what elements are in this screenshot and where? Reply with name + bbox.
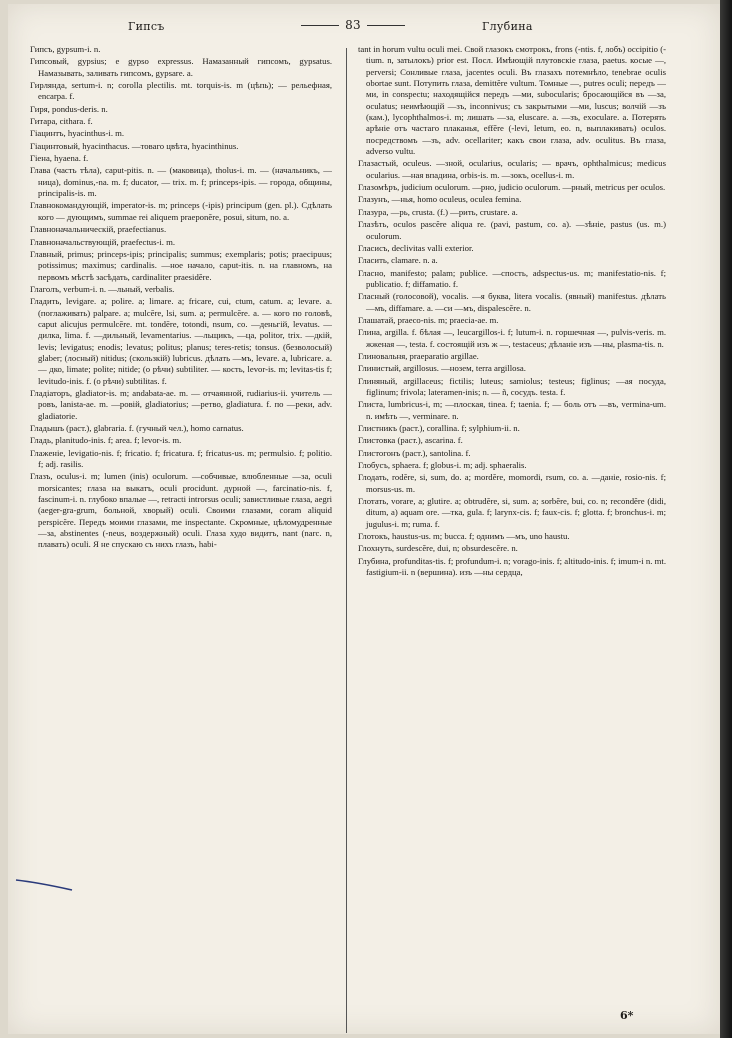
dictionary-entry: Глотокъ, haustus-us. m; bucca. f; однимъ —мъ, uno haustu. bbox=[358, 531, 570, 542]
dictionary-entry: Гипсъ, gypsum-i. n. bbox=[30, 44, 101, 54]
dictionary-entry: Глистогонъ (раст.), santolina. f. bbox=[358, 447, 471, 458]
dictionary-entry: Гласный (голосовой), vocalis. —я буква, litera vocalis. (явный) manifestus. дѣлать —мъ, diffamare. a. —си —мъ, dispalescĕre. n. bbox=[358, 291, 666, 313]
dictionary-entry: Глубина, profunditas-tis. f; profundum-i. n; vorago-inis. f; altitudo-inis. f; imum-i n. mt. fastigium-ii. n (вершина). изъ —ны сердца, bbox=[358, 555, 666, 578]
dictionary-entry: Глиста, lumbricus-i, m; —плоская, tinea. f; taenia. f; — боль отъ —въ, vermina-um. n. имѣть —, verminare. n. bbox=[358, 399, 666, 421]
dictionary-entry: Гладь, planitudo-inis. f; area. f; levor-is. m. bbox=[30, 435, 182, 446]
dictionary-entry: Глазѣть, oculos pascĕre aliqua re. (pavi, pastum, co. a). —зѣніе, pastus (us. m.) oculorum. bbox=[358, 219, 666, 241]
dictionary-entry: Глиняный, argillaceus; fictilis; luteus; samiolus; testeus; figlinus; —ая посуда, figlinum; frivola; lateramen-inis; n. — ñ, сосудъ. testa. f. bbox=[358, 375, 666, 397]
dictionary-entry: Глашатай, praeco-nis. m; praecia-ae. m. bbox=[358, 314, 499, 325]
dictionary-entry: Глазунъ, —нья, homo oculeus, oculea femina. bbox=[358, 194, 522, 205]
dictionary-entry: tant in horum vultu oculi mei. Свой глазокъ смотрокъ, frons (-ntis. f, лобъ) occipitio (-tium. n, затылокъ) prior est. Посл. Имѣющій плутовскіе глаза, paetus. косые —, perversi; Сонливые глаза, jacentes oculi. Въ глазахъ потемнѣло, tenebrae oculis obortae sunt. Потупить глаза, demittĕre vultum. Томные —, putres oculi; передъ —ми, in conspectu; находящійся передъ —ми, subocularis; бросающійся въ —за, oculatus; неимѣющій —зъ, inconnivus; съ закрытыми —ми, luscus; волчій —зъ (кам.), lycophthalmos-i. m; лишать —за, eluscare. a. —зъ, exoculare. a. Потерять арѣніе отъ частаго плаканья, effĕre (-levi, letum, eo. n, выплакивать) oculos. посредствомъ —зъ, adv. ocellariter; какъ свои глаза, adv. oculitus. Въ глаза, adverso vultu. bbox=[358, 44, 666, 157]
left-column bbox=[30, 44, 332, 1029]
dictionary-entry: Гладить, levigare. a; polire. a; limare. a; fricare, cui, ctum, catum. a; levare. a. (поглаживать) palpare. a; mulcēre, lsi, sum. a; permulcēre. a. — кого по головѣ, caput alicujus permulcēre. mt. tondēre, totondi, nsum, co. —деньгій, levatus. —дилка, lima. f. —дильный, levamentarius. —льщикъ, —ца, politor, trix. —дкій, levis; levigatus; enodis; levatus; politus; planus; teres-retis; tonsus. (безволосый) glaber; (лосный) nitidus; (скользкій) lubricus. дѣлать —мъ, levare. a, lubricare. a. — дко, limate; polite; nitide; (о рѣчи) subtiliter. — кость, levor-is. m; levitas-tis f; levitudo-inis. f. (о рѣчи) subtilitas. f. bbox=[30, 296, 332, 386]
header-left-word: Гипсъ bbox=[128, 20, 165, 33]
dictionary-entry: Глазъ, oculus-i. m; lumen (inis) oculorum. —собчивые, влюбленные —за, oculi morsicantes; глаза на выкатъ, oculi procidunt. дурной —, farcinatio-nis. f, fascinum-i. n. глубоко впалые —, retracti introrsus oculi; завистливые глаза, aegri (aeger-gra-grum, больной, хворый) oculi. Своими глазами, coram aliquid perspicĕre. Передъ моими глазами, me inspectante. Скромные, цѣломудренные —за, abstinentes (-neus, воздержный) oculi. Глаза худо видитъ, nant (narc. n, плавать) oculi. Я не спускаю съ нихъ глазъ, habi- bbox=[30, 471, 332, 550]
dictionary-entry: Главнокомандующій, imperator-is. m; princeps (-ipis) principum (gen. pl.). Сдѣлать кого — дующимъ, summae rei aliquem praeponĕre, posui, situm, no. a. bbox=[30, 200, 332, 222]
dictionary-entry: Гласно, manifesto; palam; publice. —спость, adspectus-us. m; manifestatio-nis. f; publicatio. f; diffamatio. f. bbox=[358, 267, 666, 289]
dictionary-entry: Гитара, cithara. f. bbox=[30, 116, 93, 127]
dictionary-entry: Гіацинтъ, hyacinthus-i. m. bbox=[30, 128, 125, 139]
right-column bbox=[358, 44, 666, 1029]
dictionary-entry: Гирлянда, sertum-i. n; corolla plectilis. mt. torquis-is. m (цѣпь); — рельефная, encarpa. f. bbox=[30, 80, 332, 102]
dictionary-entry: Главноначальствующій, praefectus-i. m. bbox=[30, 236, 176, 247]
header-rule-left bbox=[301, 25, 339, 26]
scan-edge bbox=[720, 0, 732, 1038]
dictionary-entry: Главный, primus; princeps-ipis; principalis; summus; exemplaris; potis; praecipuus; potissimus; maximus; cardinalis. —ное начало, caput-itis. n. на главномъ, на первомъ мѣстѣ засѣдать, cardinaliter praesidĕre. bbox=[30, 248, 332, 282]
dictionary-entry: Глотать, vorare, a; glutire. a; obtrudĕre, si, sum. a; sorbĕre, bui, co. n; recondĕre (didi, ditum, a) aquam ore. —тка, gula. f; larynx-cis. f; faux-cis. f; glotta. f; bronchus-i. m; jugulus-i. m; ruma. f. bbox=[358, 496, 666, 529]
header-right-word: Глубина bbox=[482, 20, 533, 33]
page-number-text: 83 bbox=[345, 18, 361, 32]
dictionary-entry: Гіена, hyaena. f. bbox=[30, 153, 89, 164]
page-header bbox=[8, 18, 720, 38]
dictionary-entry: Глистникъ (раст.), corallina. f; sylphium-ii. n. bbox=[358, 423, 520, 433]
dictionary-entry: Глаголъ, verbum-i. n. —льный, verbalis. bbox=[30, 283, 175, 294]
dictionary-entry: Глазастый, oculeus. —зной, ocularius, ocularis; — врачъ, ophthalmicus; medicus ocularius. —ная впадина, orbis-is. m. —зокъ, ocellus-i. m. bbox=[358, 158, 666, 180]
dictionary-entry: Глодать, rodĕre, si, sum, do. a; mordĕre, momordi, rsum, co. a. —даніе, rosio-nis. f; morsus-us. m. bbox=[358, 472, 666, 494]
dictionary-entry: Гиря, pondus-deris. n. bbox=[30, 103, 108, 114]
dictionary-entry: Глаженіе, levigatio-nis. f; fricatio. f; fricatura. f; fricatus-us. m; permulsio. f; politio. f; adj. rasilis. bbox=[30, 447, 332, 470]
header-rule-right bbox=[367, 25, 405, 26]
dictionary-entry: Глистовка (раст.), ascarina. f. bbox=[358, 435, 463, 446]
dictionary-entry: Главноначальническій, praefectianus. bbox=[30, 224, 167, 235]
dictionary-entry: Гладіаторъ, gladiator-is. m; andabata-ae. m. — отчаянной, rudiarius-ii. учитель —ровъ, lanista-ae. m. —ровій, gladiatorius; —ретво, gladiatura. f. по —реки, adv. gladiatorie. bbox=[30, 387, 332, 421]
dictionary-entry: Глава (часть тѣла), caput-pitis. n. — (маковица), tholus-i. m. — (начальникъ, —ница), dominus,-na. m. f; ducator, — trix. m. f; princeps-ipis. — города, общины, principalis-is. m. bbox=[30, 165, 332, 199]
printer-signature: 6* bbox=[620, 1009, 634, 1022]
dictionary-entry: Глазомѣръ, judicium oculorum. —рно, judicio oculorum. —рный, metricus per oculos. bbox=[358, 182, 666, 193]
pen-mark bbox=[14, 872, 74, 894]
dictionary-entry: Глинистый, argillosus. —нозем, terra argillosa. bbox=[358, 363, 526, 374]
dictionary-entry: Глина, argilla. f. бѣлая —, leucargillos-i. f; lutum-i. n. горшечная —, pulvis-veris. m. жженая —, testa. f. состоящій изъ ж —, testaceus; дѣланіе изъ —ны, plasma-tis. n. bbox=[358, 327, 666, 349]
dictionary-entry: Гласисъ, declivitas valli exterior. bbox=[358, 242, 474, 253]
dictionary-entry: Глиновальня, praeparatio argillae. bbox=[358, 350, 479, 361]
dictionary-entry: Гладышъ (раст.), glabraria. f. (гучный чел.), homo carnatus. bbox=[30, 423, 244, 433]
page-number bbox=[278, 18, 428, 32]
dictionary-entry: Гіацинтовый, hyacinthacus. —товаго цвѣта, hyacinthinus. bbox=[30, 140, 239, 151]
dictionary-entry: Гласить, clamare. n. a. bbox=[358, 255, 438, 266]
dictionary-entry: Гипсовый, gypsius; e gypso expressus. Намазанный гипсомъ, gypsatus. Намазывать, заливать гипсомъ, gypsare. a. bbox=[30, 56, 332, 78]
dictionary-entry: Глохнуть, surdescĕre, dui, n; obsurdescĕre. n. bbox=[358, 543, 518, 554]
column-divider bbox=[346, 48, 347, 1033]
dictionary-entry: Глазура, —рь, crusta. (f.) —рить, crustare. a. bbox=[358, 206, 518, 217]
dictionary-entry: Глобусъ, sphaera. f; globus-i. m; adj. sphaeralis. bbox=[358, 460, 527, 471]
dictionary-page bbox=[8, 4, 720, 1034]
